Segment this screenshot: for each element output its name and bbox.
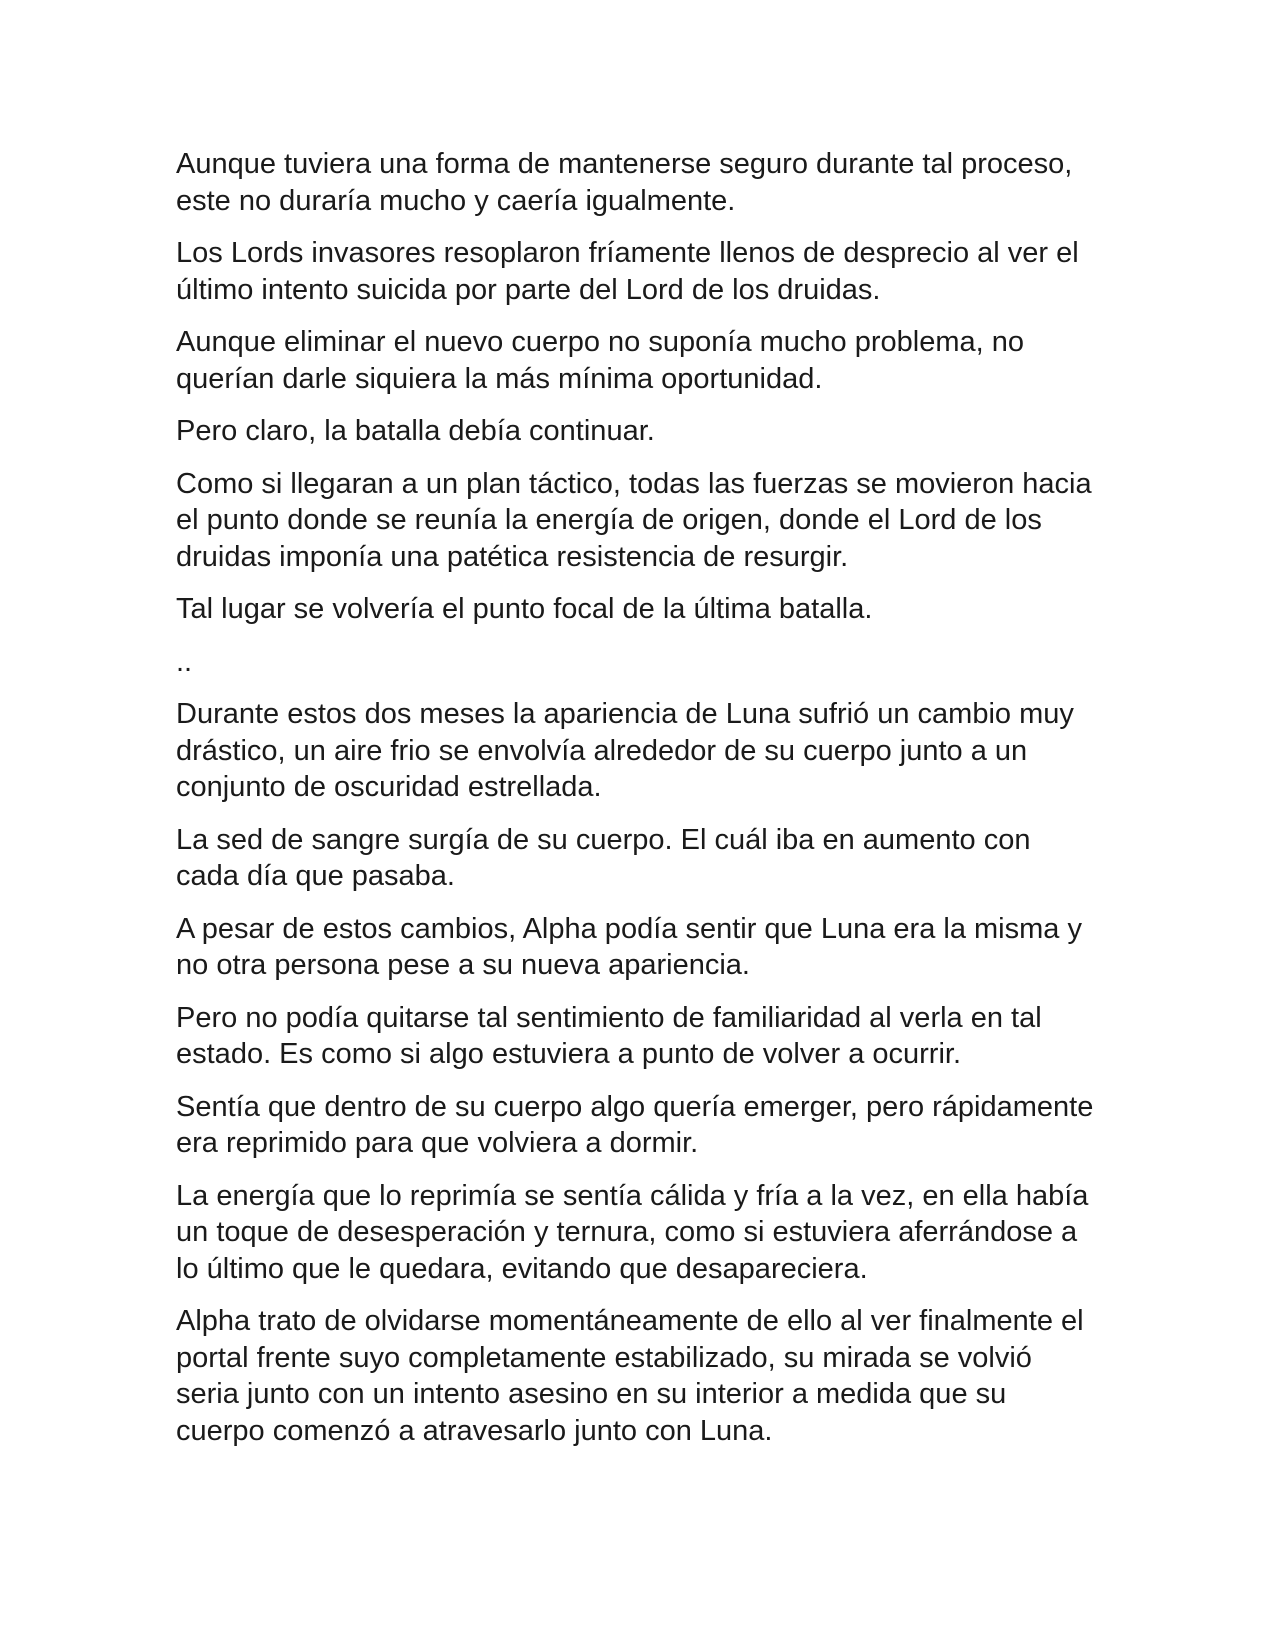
paragraph: Los Lords invasores resoplaron fríamente llenos de desprecio al ver el último intento suicida por parte del Lord de los druidas. xyxy=(176,237,1079,306)
paragraph: Aunque tuviera una forma de mantenerse seguro durante tal proceso, este no duraría mucho y caería igualmente. xyxy=(176,148,1073,217)
paragraph: Aunque eliminar el nuevo cuerpo no suponía mucho problema, no querían darle siquiera la más mínima oportunidad. xyxy=(176,326,1024,395)
paragraph: Pero claro, la batalla debía continuar. xyxy=(176,415,655,447)
paragraph: La sed de sangre surgía de su cuerpo. El cuál iba en aumento con cada día que pasaba. xyxy=(176,823,1031,892)
paragraph: Durante estos dos meses la apariencia de Luna sufrió un cambio muy drástico, un aire frio se envolvía alrededor de su cuerpo junto a un conjunto de oscuridad estrellada. xyxy=(176,698,1074,803)
paragraph: La energía que lo reprimía se sentía cálida y fría a la vez, en ella había un toque de desesperación y ternura, como si estuviera aferrándose a lo último que le quedara, evitando que desapareciera. xyxy=(176,1179,1089,1285)
paragraph: Sentía que dentro de su cuerpo algo quería emerger, pero rápidamente era reprimido para que volviera a dormir. xyxy=(176,1090,1094,1159)
paragraph: Tal lugar se volvería el punto focal de la última batalla. xyxy=(176,593,873,625)
paragraph: Como si llegaran a un plan táctico, todas las fuerzas se movieron hacia el punto donde se reunía la energía de origen, donde el Lord de los druidas imponía una patética resistencia de resurgir. xyxy=(176,467,1092,573)
body-text xyxy=(176,146,1096,1465)
scene-break: .. xyxy=(176,645,193,678)
paragraph: Pero no podía quitarse tal sentimiento de familiaridad al verla en tal estado. Es como si algo estuviera a punto de volver a ocurrir. xyxy=(176,1001,1042,1070)
paragraph: A pesar de estos cambios, Alpha podía sentir que Luna era la misma y no otra persona pese a su nueva apariencia. xyxy=(176,912,1082,981)
paragraph: Alpha trato de olvidarse momentáneamente de ello al ver finalmente el portal frente suyo completamente estabilizado, su mirada se volvió seria junto con un intento asesino en su interior a medida que su cuerpo comenzó a atravesarlo junto con Luna. xyxy=(176,1305,1084,1447)
